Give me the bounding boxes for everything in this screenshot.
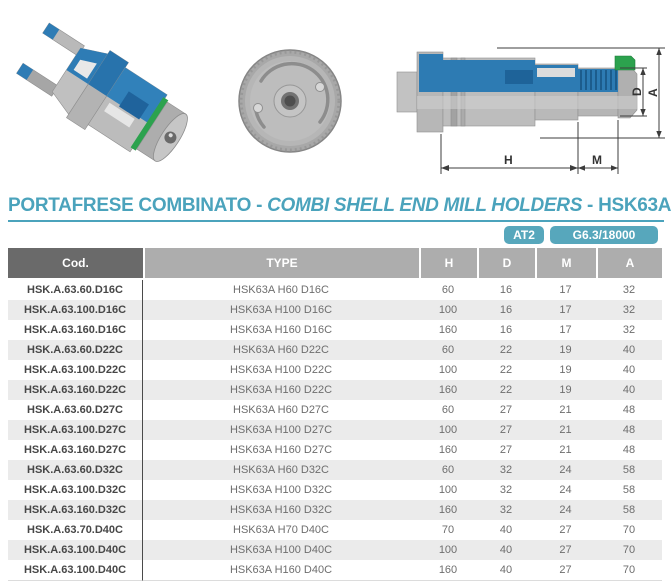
m-cell: 21 bbox=[559, 404, 572, 416]
title-rule bbox=[8, 220, 664, 222]
type-cell: HSK63A H160 D22C bbox=[229, 384, 333, 396]
cod-cell: HSK.A.63.60.D16C bbox=[8, 280, 143, 300]
a-cell: 48 bbox=[622, 424, 636, 436]
h-cell: 160 bbox=[438, 384, 458, 396]
cod-cell: HSK.A.63.160.D16C bbox=[8, 320, 143, 340]
m-cell: 24 bbox=[559, 464, 572, 476]
type-cell: HSK63A H70 D40C bbox=[233, 524, 329, 536]
m-cell: 27 bbox=[535, 560, 596, 581]
cod-cell: HSK.A.63.60.D27C bbox=[8, 400, 143, 420]
d-cell: 22 bbox=[499, 384, 513, 396]
type-cell: HSK63A H160 D40C bbox=[143, 560, 419, 581]
page-title bbox=[8, 195, 672, 217]
dimension-d-label: D bbox=[630, 87, 644, 96]
a-cell: 58 bbox=[622, 464, 636, 476]
m-cell: 19 bbox=[559, 384, 572, 396]
a-cell: 40 bbox=[622, 384, 636, 396]
type-cell: HSK63A H160 D16C bbox=[229, 324, 333, 336]
d-cell: 16 bbox=[499, 304, 513, 316]
type-cell: HSK63A H60 D32C bbox=[233, 464, 329, 476]
table-row bbox=[8, 340, 662, 360]
d-cell: 27 bbox=[499, 424, 513, 436]
h-cell: 160 bbox=[438, 324, 458, 336]
h-cell: 160 bbox=[438, 504, 458, 516]
cod-cell: HSK.A.63.160.D27C bbox=[8, 440, 143, 460]
a-cell: 40 bbox=[622, 364, 636, 376]
col-header-a: A bbox=[596, 248, 662, 280]
table-row bbox=[8, 520, 662, 540]
table-row bbox=[8, 420, 662, 440]
balance-class-badge: AT2 bbox=[504, 226, 544, 244]
title-english: COMBI SHELL END MILL HOLDERS bbox=[267, 195, 583, 216]
side-view-drawing bbox=[385, 8, 670, 193]
table-row bbox=[8, 560, 662, 581]
h-cell: 100 bbox=[438, 304, 458, 316]
a-cell: 32 bbox=[622, 304, 636, 316]
cutaway-3d-image bbox=[5, 5, 210, 188]
table-row bbox=[8, 380, 662, 400]
type-cell: HSK63A H100 D16C bbox=[229, 304, 333, 316]
type-cell: HSK63A H60 D16C bbox=[233, 284, 329, 296]
a-cell: 32 bbox=[622, 284, 636, 296]
m-cell: 21 bbox=[559, 444, 572, 456]
h-cell: 60 bbox=[441, 284, 455, 296]
col-header-cod: Cod. bbox=[8, 248, 143, 280]
cod-cell: HSK.A.63.100.D16C bbox=[8, 300, 143, 320]
m-cell: 27 bbox=[559, 524, 572, 536]
a-cell: 58 bbox=[622, 504, 636, 516]
cod-cell: HSK.A.63.160.D22C bbox=[8, 380, 143, 400]
col-header-d: D bbox=[477, 248, 535, 280]
d-cell: 27 bbox=[499, 404, 513, 416]
cod-cell: HSK.A.63.60.D22C bbox=[8, 340, 143, 360]
h-cell: 160 bbox=[419, 560, 477, 581]
table-row bbox=[8, 300, 662, 320]
cod-cell: HSK.A.63.100.D27C bbox=[8, 420, 143, 440]
m-cell: 24 bbox=[559, 484, 572, 496]
h-cell: 160 bbox=[438, 444, 458, 456]
m-cell: 27 bbox=[559, 544, 572, 556]
h-cell: 60 bbox=[441, 404, 455, 416]
dimension-h-label: H bbox=[504, 153, 513, 167]
type-cell: HSK63A H160 D32C bbox=[229, 504, 333, 516]
m-cell: 24 bbox=[559, 504, 572, 516]
h-cell: 60 bbox=[441, 464, 455, 476]
type-cell: HSK63A H100 D32C bbox=[229, 484, 333, 496]
h-cell: 100 bbox=[438, 424, 458, 436]
table-row bbox=[8, 320, 662, 340]
spec-table bbox=[8, 248, 662, 581]
table-row bbox=[8, 280, 662, 300]
table-header-row bbox=[8, 248, 662, 280]
cod-cell: HSK.A.63.100.D40C bbox=[8, 540, 143, 560]
badges-row bbox=[0, 225, 658, 245]
table-row bbox=[8, 440, 662, 460]
front-view-image bbox=[228, 45, 353, 157]
dimension-a-label: A bbox=[646, 88, 660, 97]
h-cell: 100 bbox=[438, 364, 458, 376]
title-italian: PORTAFRESE COMBINATO - bbox=[8, 195, 268, 216]
col-header-type: TYPE bbox=[143, 248, 419, 280]
cod-cell: HSK.A.63.60.D32C bbox=[8, 460, 143, 480]
cod-cell: HSK.A.63.70.D40C bbox=[8, 520, 143, 540]
table-row bbox=[8, 540, 662, 560]
a-cell: 32 bbox=[622, 324, 636, 336]
a-cell: 58 bbox=[622, 484, 636, 496]
d-cell: 32 bbox=[499, 464, 513, 476]
d-cell: 22 bbox=[499, 344, 513, 356]
a-cell: 40 bbox=[622, 344, 636, 356]
a-cell: 70 bbox=[622, 544, 636, 556]
d-cell: 32 bbox=[499, 504, 513, 516]
m-cell: 17 bbox=[559, 304, 572, 316]
d-cell: 40 bbox=[499, 524, 513, 536]
type-cell: HSK63A H100 D40C bbox=[229, 544, 333, 556]
cod-cell: HSK.A.63.100.D32C bbox=[8, 480, 143, 500]
a-cell: 48 bbox=[622, 444, 636, 456]
balance-speed-badge: G6.3/18000 bbox=[550, 226, 658, 244]
type-cell: HSK63A H100 D27C bbox=[229, 424, 333, 436]
d-cell: 32 bbox=[499, 484, 513, 496]
m-cell: 19 bbox=[559, 344, 572, 356]
m-cell: 21 bbox=[559, 424, 572, 436]
h-cell: 60 bbox=[441, 344, 455, 356]
col-header-m: M bbox=[535, 248, 596, 280]
a-cell: 70 bbox=[622, 524, 636, 536]
table-row bbox=[8, 500, 662, 520]
d-cell: 40 bbox=[499, 544, 513, 556]
table-row bbox=[8, 460, 662, 480]
title-model: - HSK63A bbox=[582, 195, 672, 216]
d-cell: 16 bbox=[499, 284, 513, 296]
dimension-m-label: M bbox=[592, 153, 602, 167]
table-row bbox=[8, 400, 662, 420]
type-cell: HSK63A H160 D27C bbox=[229, 444, 333, 456]
type-cell: HSK63A H100 D22C bbox=[229, 364, 333, 376]
d-cell: 22 bbox=[499, 364, 513, 376]
d-cell: 27 bbox=[499, 444, 513, 456]
table-body bbox=[8, 280, 662, 581]
type-cell: HSK63A H60 D22C bbox=[233, 344, 329, 356]
table-row bbox=[8, 480, 662, 500]
a-cell: 48 bbox=[622, 404, 636, 416]
m-cell: 17 bbox=[559, 284, 572, 296]
cod-cell: HSK.A.63.100.D40C bbox=[8, 560, 143, 581]
table-row bbox=[8, 360, 662, 380]
cod-cell: HSK.A.63.100.D22C bbox=[8, 360, 143, 380]
cod-cell: HSK.A.63.160.D32C bbox=[8, 500, 143, 520]
m-cell: 17 bbox=[559, 324, 572, 336]
d-cell: 16 bbox=[499, 324, 513, 336]
m-cell: 19 bbox=[559, 364, 572, 376]
a-cell: 70 bbox=[596, 560, 662, 581]
d-cell: 40 bbox=[477, 560, 535, 581]
h-cell: 70 bbox=[441, 524, 455, 536]
col-header-h: H bbox=[419, 248, 477, 280]
h-cell: 100 bbox=[438, 484, 458, 496]
h-cell: 100 bbox=[438, 544, 458, 556]
type-cell: HSK63A H60 D27C bbox=[233, 404, 329, 416]
product-images-row bbox=[0, 0, 672, 193]
